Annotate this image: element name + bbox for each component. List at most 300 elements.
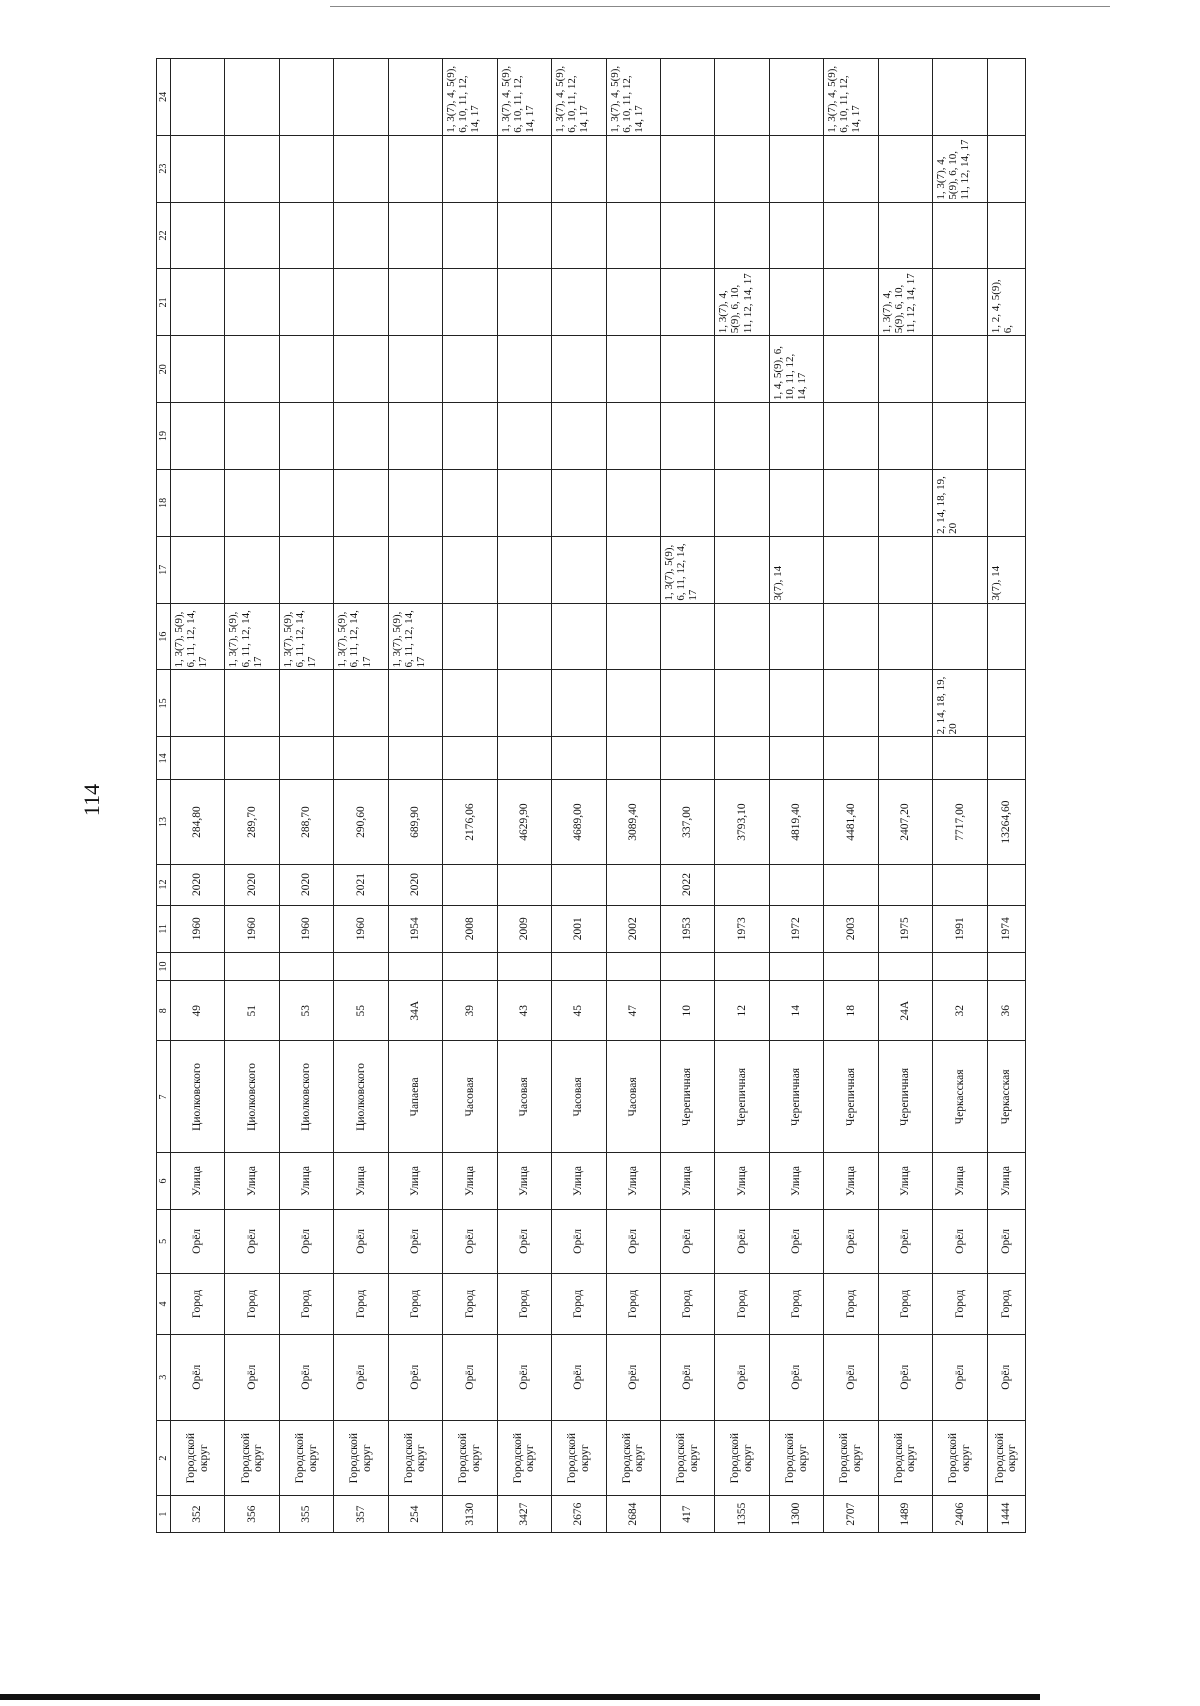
table-cell bbox=[279, 469, 333, 536]
table-cell: Городской округ bbox=[552, 1420, 606, 1495]
table-cell: Город bbox=[824, 1274, 878, 1334]
table-cell: 18 bbox=[824, 981, 878, 1041]
table-cell: Черепичная bbox=[715, 1041, 769, 1153]
table-cell: 1, 3(7), 4, 5(9), 6, 10, 11, 12, 14, 17 bbox=[606, 59, 660, 136]
table-cell bbox=[552, 403, 606, 470]
table-cell bbox=[715, 952, 769, 980]
table-cell bbox=[769, 737, 823, 780]
table-cell: 1, 4, 5(9), 6, 10, 11, 12, 14, 17 bbox=[769, 336, 823, 403]
table-cell: 1, 3(7), 5(9), 6, 11, 12, 14, 17 bbox=[334, 603, 388, 670]
table-row bbox=[279, 59, 333, 1533]
table-cell: Город bbox=[171, 1274, 225, 1334]
table-cell bbox=[878, 670, 932, 737]
table-cell bbox=[443, 269, 497, 336]
table-cell: Городской округ bbox=[878, 1420, 932, 1495]
table-cell: 2020 bbox=[279, 864, 333, 905]
table-cell: 290,60 bbox=[334, 780, 388, 864]
table-cell: 2676 bbox=[552, 1496, 606, 1533]
table-cell: Циолковского bbox=[334, 1041, 388, 1153]
table-cell: Городской округ bbox=[334, 1420, 388, 1495]
table-cell: Чапаева bbox=[388, 1041, 442, 1153]
table-cell: Городской округ bbox=[769, 1420, 823, 1495]
column-number: 2 bbox=[157, 1420, 171, 1495]
table-cell: Город bbox=[660, 1274, 714, 1334]
table-cell: 45 bbox=[552, 981, 606, 1041]
column-number: 22 bbox=[157, 202, 171, 269]
table-cell bbox=[824, 670, 878, 737]
table-cell bbox=[715, 202, 769, 269]
table-cell: Орёл bbox=[824, 1334, 878, 1420]
table-cell: Орёл bbox=[660, 1334, 714, 1420]
table-cell: 2, 14, 18, 19, 20 bbox=[933, 670, 987, 737]
table-row bbox=[715, 59, 769, 1533]
table-cell bbox=[660, 59, 714, 136]
column-number: 5 bbox=[157, 1209, 171, 1274]
column-number: 23 bbox=[157, 135, 171, 202]
table-cell: Улица bbox=[824, 1153, 878, 1209]
table-cell bbox=[334, 670, 388, 737]
table-cell bbox=[552, 202, 606, 269]
table-cell: Улица bbox=[552, 1153, 606, 1209]
table-cell: 1, 3(7), 5(9), 6, 11, 12, 14, 17 bbox=[279, 603, 333, 670]
table-cell bbox=[334, 952, 388, 980]
table-cell bbox=[497, 603, 551, 670]
table-cell bbox=[715, 670, 769, 737]
table-cell: 2022 bbox=[660, 864, 714, 905]
table-cell bbox=[715, 403, 769, 470]
table-cell: Улица bbox=[769, 1153, 823, 1209]
table-cell bbox=[388, 737, 442, 780]
table-cell bbox=[552, 864, 606, 905]
table-cell bbox=[552, 670, 606, 737]
table-cell bbox=[388, 403, 442, 470]
table-cell: Город bbox=[443, 1274, 497, 1334]
table-row bbox=[606, 59, 660, 1533]
table-cell: 1973 bbox=[715, 905, 769, 952]
table-cell: Городской округ bbox=[606, 1420, 660, 1495]
table-cell bbox=[606, 670, 660, 737]
table-cell: 2020 bbox=[388, 864, 442, 905]
table-cell: Городской округ bbox=[279, 1420, 333, 1495]
table-cell bbox=[933, 603, 987, 670]
register-table bbox=[156, 58, 1026, 1533]
table-cell bbox=[933, 269, 987, 336]
table-cell bbox=[552, 603, 606, 670]
table-cell bbox=[279, 135, 333, 202]
column-number: 18 bbox=[157, 469, 171, 536]
table-cell bbox=[987, 737, 1025, 780]
table-cell: 36 bbox=[987, 981, 1025, 1041]
table-cell: 10 bbox=[660, 981, 714, 1041]
table-cell bbox=[171, 469, 225, 536]
table-cell: 1, 3(7), 4, 5(9), 6, 10, 11, 12, 14, 17 bbox=[497, 59, 551, 136]
table-cell bbox=[824, 536, 878, 603]
table-cell bbox=[660, 403, 714, 470]
table-cell: 417 bbox=[660, 1496, 714, 1533]
table-cell bbox=[660, 952, 714, 980]
table-cell: Городской округ bbox=[987, 1420, 1025, 1495]
table-cell: Улица bbox=[388, 1153, 442, 1209]
column-number: 19 bbox=[157, 403, 171, 470]
table-cell: Улица bbox=[225, 1153, 279, 1209]
table-cell bbox=[334, 469, 388, 536]
table-cell: Орёл bbox=[987, 1209, 1025, 1274]
table-row bbox=[769, 59, 823, 1533]
table-cell bbox=[225, 135, 279, 202]
column-number: 10 bbox=[157, 952, 171, 980]
table-cell: Орёл bbox=[933, 1334, 987, 1420]
table-cell: Часовая bbox=[606, 1041, 660, 1153]
table-cell bbox=[334, 737, 388, 780]
table-cell: Городской округ bbox=[171, 1420, 225, 1495]
table-cell: Городской округ bbox=[497, 1420, 551, 1495]
table-cell bbox=[769, 469, 823, 536]
table-cell: Городской округ bbox=[715, 1420, 769, 1495]
table-cell bbox=[171, 536, 225, 603]
table-cell bbox=[715, 135, 769, 202]
column-number: 6 bbox=[157, 1153, 171, 1209]
table-row bbox=[987, 59, 1025, 1533]
table-cell bbox=[388, 952, 442, 980]
table-cell: 357 bbox=[334, 1496, 388, 1533]
table-cell: 1954 bbox=[388, 905, 442, 952]
table-cell: Город bbox=[878, 1274, 932, 1334]
column-number: 1 bbox=[157, 1496, 171, 1533]
table-cell: Орёл bbox=[769, 1209, 823, 1274]
table-cell bbox=[769, 269, 823, 336]
table-cell bbox=[388, 670, 442, 737]
table-cell: 1, 3(7), 4, 5(9), 6, 10, 11, 12, 14, 17 bbox=[443, 59, 497, 136]
table-cell: Город bbox=[552, 1274, 606, 1334]
table-cell bbox=[225, 469, 279, 536]
table-cell: 2, 14, 18, 19, 20 bbox=[933, 469, 987, 536]
table-cell bbox=[878, 603, 932, 670]
table-cell: 43 bbox=[497, 981, 551, 1041]
table-cell bbox=[933, 864, 987, 905]
table-cell bbox=[443, 135, 497, 202]
table-cell bbox=[878, 202, 932, 269]
column-number: 8 bbox=[157, 981, 171, 1041]
table-cell: Черепичная bbox=[878, 1041, 932, 1153]
table-cell: Город bbox=[497, 1274, 551, 1334]
table-cell bbox=[824, 469, 878, 536]
table-cell: Часовая bbox=[552, 1041, 606, 1153]
table-cell bbox=[987, 670, 1025, 737]
table-cell: Городской округ bbox=[824, 1420, 878, 1495]
table-cell: 1489 bbox=[878, 1496, 932, 1533]
table-cell bbox=[824, 737, 878, 780]
table-cell: 356 bbox=[225, 1496, 279, 1533]
table-cell: Улица bbox=[878, 1153, 932, 1209]
table-cell bbox=[606, 952, 660, 980]
table-cell bbox=[552, 269, 606, 336]
table-cell bbox=[715, 59, 769, 136]
table-cell: 1355 bbox=[715, 1496, 769, 1533]
table-cell bbox=[660, 603, 714, 670]
table-cell bbox=[824, 269, 878, 336]
table-cell: 4819,40 bbox=[769, 780, 823, 864]
table-cell bbox=[443, 336, 497, 403]
table-cell bbox=[933, 952, 987, 980]
table-row bbox=[497, 59, 551, 1533]
table-cell: Орёл bbox=[497, 1209, 551, 1274]
table-cell: Улица bbox=[660, 1153, 714, 1209]
table-cell: 1972 bbox=[769, 905, 823, 952]
table-cell: Орёл bbox=[334, 1209, 388, 1274]
table-cell: 1, 3(7), 4, 5(9), 6, 10, 11, 12, 14, 17 bbox=[933, 135, 987, 202]
table-cell bbox=[660, 469, 714, 536]
table-cell: 355 bbox=[279, 1496, 333, 1533]
table-cell: 289,70 bbox=[225, 780, 279, 864]
table-cell: Орёл bbox=[552, 1334, 606, 1420]
table-cell: 2020 bbox=[171, 864, 225, 905]
table-cell bbox=[334, 403, 388, 470]
table-cell: Городской округ bbox=[225, 1420, 279, 1495]
table-cell bbox=[660, 336, 714, 403]
table-cell bbox=[171, 737, 225, 780]
table-cell: Орёл bbox=[443, 1334, 497, 1420]
table-cell bbox=[443, 952, 497, 980]
table-cell bbox=[171, 202, 225, 269]
table-cell: Орёл bbox=[715, 1209, 769, 1274]
table-cell bbox=[606, 202, 660, 269]
table-cell bbox=[987, 403, 1025, 470]
table-cell bbox=[388, 469, 442, 536]
table-row bbox=[443, 59, 497, 1533]
table-cell: Орёл bbox=[987, 1334, 1025, 1420]
column-number: 24 bbox=[157, 59, 171, 136]
table-cell bbox=[606, 737, 660, 780]
table-cell bbox=[279, 336, 333, 403]
table-cell bbox=[824, 864, 878, 905]
table-row bbox=[334, 59, 388, 1533]
table-cell bbox=[388, 135, 442, 202]
table-cell bbox=[552, 135, 606, 202]
table-cell bbox=[606, 864, 660, 905]
table-cell bbox=[443, 536, 497, 603]
table-cell: Город bbox=[769, 1274, 823, 1334]
table-cell bbox=[497, 202, 551, 269]
table-cell: 689,90 bbox=[388, 780, 442, 864]
table-cell bbox=[497, 737, 551, 780]
table-cell: Улица bbox=[279, 1153, 333, 1209]
table-cell bbox=[225, 403, 279, 470]
table-cell: 1, 3(7), 5(9), 6, 11, 12, 14, 17 bbox=[660, 536, 714, 603]
table-cell bbox=[715, 864, 769, 905]
table-row bbox=[660, 59, 714, 1533]
table-cell bbox=[497, 403, 551, 470]
table-cell: Орёл bbox=[388, 1209, 442, 1274]
table-cell: Орёл bbox=[443, 1209, 497, 1274]
table-cell: 3130 bbox=[443, 1496, 497, 1533]
table-cell bbox=[824, 403, 878, 470]
table-cell: 2684 bbox=[606, 1496, 660, 1533]
table-cell bbox=[279, 269, 333, 336]
column-number: 17 bbox=[157, 536, 171, 603]
column-number: 4 bbox=[157, 1274, 171, 1334]
table-cell bbox=[171, 670, 225, 737]
table-cell: 13264,60 bbox=[987, 780, 1025, 864]
table-cell: Улица bbox=[497, 1153, 551, 1209]
table-cell: Орёл bbox=[552, 1209, 606, 1274]
table-cell bbox=[715, 536, 769, 603]
table-cell bbox=[443, 603, 497, 670]
table-cell: 2003 bbox=[824, 905, 878, 952]
table-cell bbox=[388, 59, 442, 136]
table-body bbox=[171, 59, 1026, 1533]
table-cell bbox=[171, 336, 225, 403]
table-cell: 1953 bbox=[660, 905, 714, 952]
table-cell: 7717,00 bbox=[933, 780, 987, 864]
table-cell: Улица bbox=[606, 1153, 660, 1209]
table-cell: Черепичная bbox=[824, 1041, 878, 1153]
table-cell: Улица bbox=[987, 1153, 1025, 1209]
table-cell: 2406 bbox=[933, 1496, 987, 1533]
table-cell bbox=[334, 536, 388, 603]
table-cell: Циолковского bbox=[171, 1041, 225, 1153]
table-cell: Часовая bbox=[443, 1041, 497, 1153]
rotated-table-container bbox=[156, 58, 1026, 1533]
table-row bbox=[388, 59, 442, 1533]
table-cell bbox=[933, 202, 987, 269]
table-cell: Улица bbox=[933, 1153, 987, 1209]
table-cell bbox=[552, 952, 606, 980]
table-cell bbox=[388, 336, 442, 403]
table-cell: 1, 3(7), 4, 5(9), 6, 10, 11, 12, 14, 17 bbox=[878, 269, 932, 336]
table-cell: Город bbox=[279, 1274, 333, 1334]
table-cell bbox=[987, 202, 1025, 269]
table-cell: Орёл bbox=[660, 1209, 714, 1274]
table-row bbox=[824, 59, 878, 1533]
table-cell bbox=[606, 403, 660, 470]
table-cell: Орёл bbox=[279, 1209, 333, 1274]
table-cell: Город bbox=[334, 1274, 388, 1334]
table-cell: Городской округ bbox=[660, 1420, 714, 1495]
table-cell: Орёл bbox=[171, 1334, 225, 1420]
table-cell: 4689,00 bbox=[552, 780, 606, 864]
table-cell: 1, 2, 4, 5(9), 6, bbox=[987, 269, 1025, 336]
table-cell bbox=[279, 59, 333, 136]
table-cell bbox=[279, 952, 333, 980]
table-cell: 1, 3(7), 5(9), 6, 11, 12, 14, 17 bbox=[171, 603, 225, 670]
table-cell: 337,00 bbox=[660, 780, 714, 864]
table-cell bbox=[769, 864, 823, 905]
table-cell bbox=[497, 336, 551, 403]
table-cell bbox=[279, 536, 333, 603]
table-cell bbox=[824, 202, 878, 269]
table-row bbox=[225, 59, 279, 1533]
table-cell: Орёл bbox=[769, 1334, 823, 1420]
column-number: 20 bbox=[157, 336, 171, 403]
table-cell: Орёл bbox=[878, 1334, 932, 1420]
table-cell: Улица bbox=[334, 1153, 388, 1209]
table-row bbox=[933, 59, 987, 1533]
table-cell: 55 bbox=[334, 981, 388, 1041]
table-cell bbox=[443, 737, 497, 780]
table-cell bbox=[660, 269, 714, 336]
table-cell bbox=[388, 536, 442, 603]
table-cell bbox=[443, 469, 497, 536]
table-cell: 3(7), 14 bbox=[769, 536, 823, 603]
table-cell bbox=[933, 403, 987, 470]
table-cell: Городской округ bbox=[933, 1420, 987, 1495]
table-cell bbox=[552, 737, 606, 780]
table-cell: Город bbox=[933, 1274, 987, 1334]
table-cell bbox=[769, 670, 823, 737]
table-row bbox=[878, 59, 932, 1533]
column-number: 14 bbox=[157, 737, 171, 780]
column-number: 16 bbox=[157, 603, 171, 670]
table-cell bbox=[334, 336, 388, 403]
table-cell: 1300 bbox=[769, 1496, 823, 1533]
table-cell: 2002 bbox=[606, 905, 660, 952]
table-cell: 2707 bbox=[824, 1496, 878, 1533]
table-cell bbox=[388, 202, 442, 269]
table-cell bbox=[987, 603, 1025, 670]
table-cell: Город bbox=[987, 1274, 1025, 1334]
table-cell bbox=[388, 269, 442, 336]
table-cell: Черепичная bbox=[660, 1041, 714, 1153]
table-cell bbox=[225, 202, 279, 269]
table-cell: 12 bbox=[715, 981, 769, 1041]
table-cell: Улица bbox=[443, 1153, 497, 1209]
table-cell bbox=[171, 135, 225, 202]
page-number: 114 bbox=[79, 783, 104, 817]
table-cell: 3793,10 bbox=[715, 780, 769, 864]
table-cell: 2009 bbox=[497, 905, 551, 952]
table-cell: Орёл bbox=[225, 1334, 279, 1420]
table-cell bbox=[660, 737, 714, 780]
table-cell bbox=[987, 864, 1025, 905]
column-number-row bbox=[157, 59, 171, 1533]
table-cell bbox=[933, 59, 987, 136]
table-cell: Часовая bbox=[497, 1041, 551, 1153]
table-cell bbox=[279, 737, 333, 780]
table-cell bbox=[443, 864, 497, 905]
table-cell bbox=[225, 737, 279, 780]
table-cell: 1, 3(7), 4, 5(9), 6, 10, 11, 12, 14, 17 bbox=[824, 59, 878, 136]
table-cell: Город bbox=[225, 1274, 279, 1334]
table-cell: Улица bbox=[171, 1153, 225, 1209]
table-cell: 3(7), 14 bbox=[987, 536, 1025, 603]
table-cell: Циолковского bbox=[225, 1041, 279, 1153]
table-cell bbox=[933, 737, 987, 780]
table-cell bbox=[824, 135, 878, 202]
table-cell: Черкасская bbox=[933, 1041, 987, 1153]
column-number: 7 bbox=[157, 1041, 171, 1153]
table-cell bbox=[824, 336, 878, 403]
table-cell bbox=[497, 135, 551, 202]
table-cell: Орёл bbox=[171, 1209, 225, 1274]
table-cell bbox=[552, 336, 606, 403]
table-cell: 1960 bbox=[334, 905, 388, 952]
table-cell bbox=[334, 202, 388, 269]
table-cell: 34А bbox=[388, 981, 442, 1041]
table-cell bbox=[225, 536, 279, 603]
table-cell bbox=[497, 536, 551, 603]
table-cell bbox=[715, 469, 769, 536]
table-cell: Орёл bbox=[715, 1334, 769, 1420]
table-cell bbox=[715, 336, 769, 403]
table-cell bbox=[606, 336, 660, 403]
table-cell bbox=[497, 469, 551, 536]
table-cell bbox=[497, 670, 551, 737]
table-cell: 1975 bbox=[878, 905, 932, 952]
table-cell: Орёл bbox=[824, 1209, 878, 1274]
table-cell bbox=[878, 59, 932, 136]
table-cell: 47 bbox=[606, 981, 660, 1041]
table-cell bbox=[606, 135, 660, 202]
